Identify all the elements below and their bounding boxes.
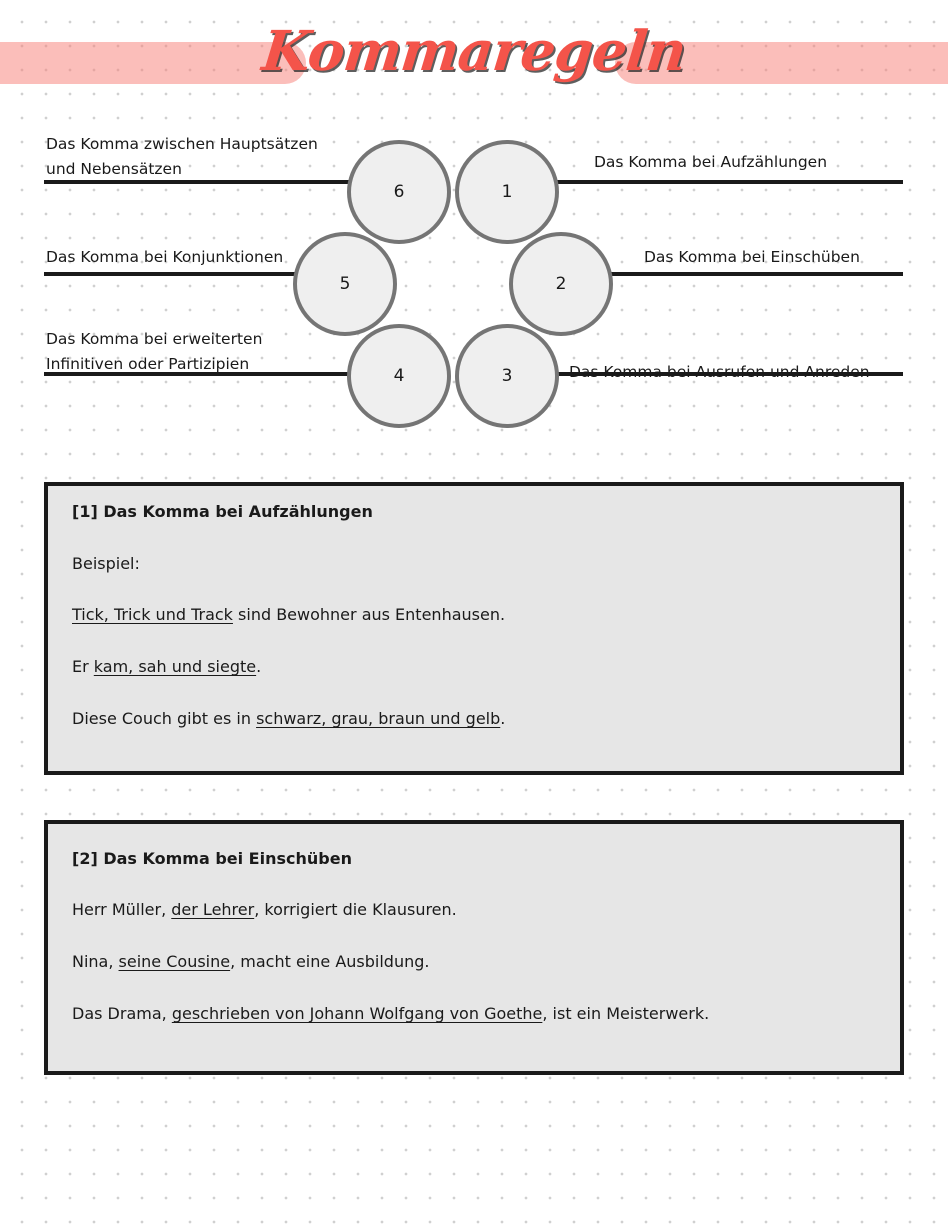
node-number-4: 4: [393, 366, 405, 386]
example-underlined: seine Cousine: [118, 952, 231, 971]
diagram-label-4: [46, 327, 262, 377]
diagram-label-4-line1: Das Komma bei erweiterten: [46, 330, 263, 348]
rule-box-1-example-3: [72, 709, 505, 728]
diagram-node-1[interactable]: [455, 140, 559, 244]
diagram-label-6-line1: Das Komma zwischen Hauptsätzen: [46, 135, 318, 153]
connector-line-2: [595, 272, 903, 276]
example-pre: Herr Müller,: [72, 900, 172, 919]
example-underlined: schwarz, grau, braun und gelb: [256, 709, 501, 728]
diagram-node-3[interactable]: [455, 324, 559, 428]
example-post: , macht eine Ausbildung.: [230, 952, 430, 971]
example-post: .: [500, 709, 506, 728]
node-number-1: 1: [501, 182, 513, 202]
rule-box-1-example-2: [72, 657, 261, 676]
diagram-node-5[interactable]: [293, 232, 397, 336]
example-underlined: der Lehrer: [171, 900, 255, 919]
rule-box-2-heading: [2] Das Komma bei Einschüben: [72, 849, 352, 868]
rule-box-2: [44, 820, 904, 1075]
example-pre: Er: [72, 657, 94, 676]
diagram-node-2[interactable]: [509, 232, 613, 336]
page-title: Kommaregeln: [259, 18, 689, 83]
diagram-node-6[interactable]: [347, 140, 451, 244]
example-post: sind Bewohner aus Entenhausen.: [232, 605, 506, 624]
node-number-3: 3: [501, 366, 513, 386]
diagram-node-4[interactable]: [347, 324, 451, 428]
rule-box-2-example-3: [72, 1004, 709, 1023]
node-number-5: 5: [339, 274, 351, 294]
diagram-label-6-line2: und Nebensätzen: [46, 160, 182, 178]
rule-box-1-example-1: [72, 605, 505, 624]
example-post: .: [256, 657, 262, 676]
example-underlined: Tick, Trick und Track: [72, 605, 233, 624]
diagram-label-1: Das Komma bei Aufzählungen: [594, 153, 828, 171]
connector-line-1: [545, 180, 903, 184]
diagram-label-2: Das Komma bei Einschüben: [644, 248, 860, 266]
rule-box-1-intro: Beispiel:: [72, 554, 140, 573]
rule-box-1-heading: [1] Das Komma bei Aufzählungen: [72, 502, 373, 521]
diagram-label-5: Das Komma bei Konjunktionen: [46, 248, 284, 266]
example-underlined: kam, sah und siegte: [93, 657, 257, 676]
example-post: , korrigiert die Klausuren.: [254, 900, 457, 919]
title-banner: [0, 0, 948, 110]
example-post: , ist ein Meisterwerk.: [542, 1004, 710, 1023]
rule-box-2-example-2: [72, 952, 429, 971]
node-number-2: 2: [555, 274, 567, 294]
example-underlined: geschrieben von Johann Wolfgang von Goethe: [171, 1004, 543, 1023]
example-pre: Nina,: [72, 952, 119, 971]
example-pre: Diese Couch gibt es in: [72, 709, 257, 728]
comma-rules-diagram: [0, 120, 948, 430]
diagram-label-6: [46, 132, 318, 182]
rule-box-2-example-1: [72, 900, 457, 919]
connector-line-5: [44, 272, 309, 276]
example-pre: Das Drama,: [72, 1004, 172, 1023]
diagram-label-4-line2: Infinitiven oder Partizipien: [46, 355, 250, 373]
diagram-label-3: Das Komma bei Ausrufen und Anreden: [569, 363, 870, 381]
rule-box-1: [44, 482, 904, 775]
node-number-6: 6: [393, 182, 405, 202]
